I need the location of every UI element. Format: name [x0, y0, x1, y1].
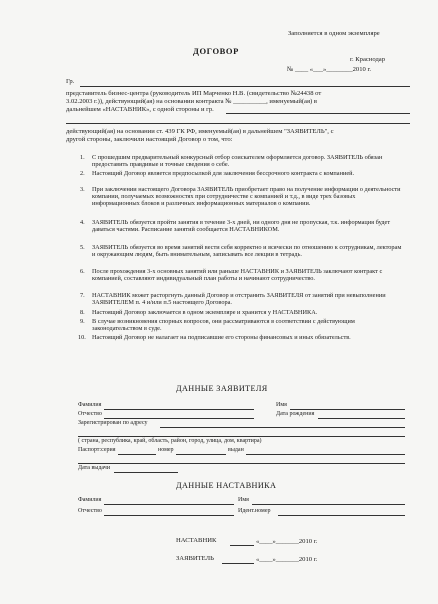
contract-item: После прохождения 3-х основных занятий или раньше НАСТАВНИК и ЗАЯВИТЕЛЬ заключают контракт с компанией, составляют индивидуальный план работы и начинают сотрудничество. [92, 268, 383, 282]
applicant-signature-date: «____»_______2010 г. [256, 556, 318, 563]
contract-item: Настоящий Договор заключается в одном экземпляре и хранится у НАСТАВНИКА. [92, 309, 318, 316]
applicant-birthdate-field[interactable] [318, 418, 405, 419]
applicant-name-label: Имя [276, 402, 287, 408]
applicant-name-field[interactable] [226, 113, 410, 114]
mentor-patronymic-field[interactable] [104, 515, 234, 516]
mentor-section-title: ДАННЫЕ НАСТАВНИКА [176, 481, 277, 490]
applicant-first-name-field[interactable] [290, 409, 405, 410]
item-number: 4. [80, 219, 85, 226]
contract-item: ЗАЯВИТЕЛЬ обязуется во время занятий вести себя корректно и всячески по отношению к сотрудникам, лекторам и окружающим людям, быть внимательным, записывать все лекции в тетрадь. [92, 244, 402, 258]
mentor-signature-label: НАСТАВНИК [176, 537, 217, 544]
mentor-patronymic-label: Отчество [78, 508, 102, 514]
mentor-surname-label: Фамилия [78, 497, 102, 503]
mentor-first-name-field[interactable] [252, 504, 405, 505]
issue-date-label: Дата выдачи [78, 465, 111, 471]
issue-date-field[interactable] [114, 472, 178, 473]
contract-item: При заключении настоящего Договора ЗАЯВИТЕЛЬ приобретает право на получение информации о деятельности компании, получаемых возможностях при сотрудничестве с компанией и т.д., в виде трех базовых информационных блоков и различных информационных материалов о компании. [92, 186, 401, 207]
applicant-signature-field[interactable] [222, 563, 254, 564]
mentor-signature-date: «____»_______2010 г. [256, 538, 318, 545]
mentor-ident-label: Идент.номер [238, 508, 271, 514]
item-number: 5. [80, 244, 85, 251]
applicant-surname-field[interactable] [104, 409, 254, 410]
mentor-ident-field[interactable] [278, 515, 405, 516]
address-hint: ( страна, республика, край, область, район, город, улица, дом, квартира) [78, 438, 262, 444]
applicant-birthdate-label: Дата рождения [276, 411, 315, 417]
contract-number-date: № ____ «___»________2010 г. [287, 66, 372, 73]
passport-series-field[interactable] [118, 454, 156, 455]
document-title: ДОГОВОР [193, 46, 239, 56]
item-number: 9. [80, 318, 85, 325]
intro-line-6: другой стороны, заключили настоящий Договор о том, что: [66, 136, 233, 143]
applicant-section-title: ДАННЫЕ ЗАЯВИТЕЛЯ [176, 384, 268, 393]
city: г. Краснодар [350, 56, 386, 63]
citizen-name-field[interactable] [80, 86, 410, 87]
applicant-address-field-2[interactable] [78, 436, 405, 437]
applicant-signature-label: ЗАЯВИТЕЛЬ [176, 555, 214, 562]
applicant-address-field[interactable] [160, 427, 405, 428]
item-number: 6. [80, 268, 85, 275]
item-number: 7. [80, 292, 85, 299]
intro-line-2: представитель бизнес-центра (руководитель ИП Марченко Н.В. (свидетельство №24438 от [66, 90, 322, 97]
applicant-address-label: Зарегистрирован по адресу [78, 420, 148, 426]
intro-line-4: дальнейшем «НАСТАВНИК», с одной стороны и гр. [66, 106, 214, 113]
contract-item: Настоящий Договор является предпосылкой для заключения бессрочного контракта с компанией. [92, 170, 355, 177]
item-number: 8. [80, 309, 85, 316]
contract-item: В случае возникновения спорных вопросов, они рассматриваются в соответствии с действующим законодательством в суде. [92, 318, 355, 332]
item-number: 1. [80, 154, 85, 161]
intro-line-3: 3.02.2003 г.)), действующий(ая) на основании контракта № __________, именуемый(ая) в [66, 98, 317, 105]
item-number: 10. [78, 334, 86, 341]
header-note: Заполняется в одном экземпляре [288, 30, 380, 37]
contract-item: ЗАЯВИТЕЛЬ обязуется пройти занятия в течение 3-х дней, ни одного дня не пропуская, т.к. информация будет даваться частями. Расписание занятий сообщается НАСТАВНИКОМ. [92, 219, 391, 233]
passport-series-label: Паспорт:серия [78, 447, 116, 453]
mentor-signature-field[interactable] [230, 545, 254, 546]
passport-issued-field-2[interactable] [78, 463, 405, 464]
applicant-patronymic-label: Отчество [78, 411, 102, 417]
mentor-surname-field[interactable] [104, 504, 234, 505]
intro-line-5: действующий(ая) на основании ст. 439 ГК РФ, именуемый(ая) в дальнейшем "ЗАЯВИТЕЛЬ", с [66, 128, 334, 135]
contract-item: НАСТАВНИК может расторгнуть данный Договор и отстранить ЗАЯВИТЕЛЯ от занятий при невыполнении ЗАЯВИТЕЛЕМ п. 4 и/или п.5 настоящего Договора. [92, 292, 386, 306]
passport-number-label: номер [158, 447, 174, 453]
item-number: 2. [80, 170, 85, 177]
contract-item: С прошедшим предварительный конкурсный отбор соискателем оформляется договор. ЗАЯВИТЕЛЬ обязан предоставить правдивые и точные сведения о себе. [92, 154, 383, 168]
passport-issued-label: выдан [228, 447, 244, 453]
intro-line-1: Гр. [66, 78, 75, 85]
contract-item: Настоящий Договор не налагает на подписавшие его стороны финансовых и иных обязательств. [92, 334, 351, 341]
item-number: 3. [80, 186, 85, 193]
mentor-name-label: Имя [238, 497, 249, 503]
passport-issued-field[interactable] [246, 454, 405, 455]
passport-number-field[interactable] [176, 454, 226, 455]
applicant-surname-label: Фамилия [78, 402, 102, 408]
applicant-patronymic-field[interactable] [104, 418, 254, 419]
applicant-name-continuation-field[interactable] [66, 123, 410, 124]
